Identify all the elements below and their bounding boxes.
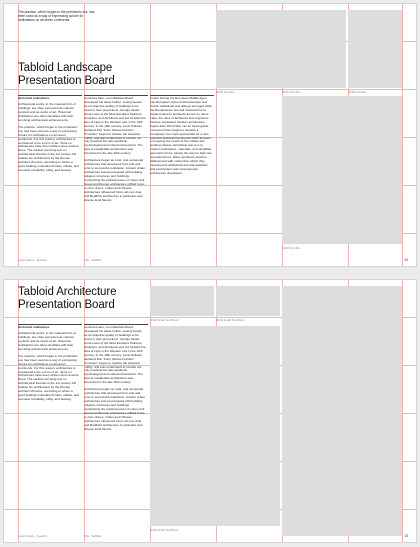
footer-center: Title · Subtitle	[84, 534, 101, 538]
column-rule	[84, 324, 148, 325]
board-title: Tabloid Landscape Presentation Board	[18, 62, 115, 87]
text-column-3	[150, 97, 212, 245]
paragraph: Architectural works, in the material form of buildings, are often perceived as cultural symbols and as works of art. Historical civilizations are often identified with their surviving architectural achievements.	[18, 101, 76, 122]
column-rule	[150, 95, 214, 96]
section-heading: Historical indications	[18, 97, 50, 100]
image-caption: 00/00 Text Box	[348, 90, 367, 94]
image-caption: 00/00 Text Box	[216, 90, 235, 94]
paragraph: The practice, which began in the prehistoric era, has been used as a way of expressing culture for civilizations on all seven continents. For this reason, architecture is considered to be a form of art. Texts on architecture have been written since ancient times. The earliest surviving text on architectural theories is the 1st century AD treatise De architectura by the Roman architect Vitruvius, according to whom a good building embodies firmitas, utilitas, and venustas (durability, utility, and beauty).	[18, 124, 79, 173]
paragraph: Centuries later, Leon Battista Alberti developed his ideas further, seeing beauty as an objective quality of buildings to be found in their proportions. Giorgio Vasari wrote Lives of the Most Excellent Painters, Sculptors, and Architects and put forward the idea of style in the Western arts in the 16th century. In the 19th century, Louis Sullivan declared that "Form follows function". "Function" began to replace the classical "utility" and was understood to include not only practical but also aesthetic, psychological and cultural dimensions. The idea of sustainable architecture was introduced in the late 20th century.	[84, 97, 146, 156]
column-rule	[18, 324, 82, 325]
grid-line	[402, 4, 403, 266]
image-caption: 00/00 Small Text Block	[150, 318, 179, 322]
presentation-board-landscape	[4, 4, 416, 266]
section-heading: Historical indications	[18, 326, 50, 329]
paragraph: In fact, During the European Middle Ages, pan-European styles of Romanesque and Gothic cathedrals and abbeys emerged while the Renaissance favored Classical forms implemented by architects known by name. Later, the roles of architects and engineers became separated. Modern architecture began after World War I as an avant-garde movement that sought to develop a completely new style appropriate for a new post-war social and economic order focused on meeting the needs of the middle and working classes. Emphasis was put on modern techniques, materials, and simplified geometric forms, paving the way for high-rise superstructures. Many architects became disillusioned with modernism which they perceived as ahistorical and anti-aesthetic, and postmodern and contemporary architecture developed.	[150, 97, 212, 176]
text-column-1	[18, 326, 80, 526]
image-placeholder	[348, 10, 402, 88]
footer-center: Title · Subtitle	[84, 258, 101, 262]
image-placeholder	[150, 326, 280, 526]
page-number: 15	[404, 258, 408, 262]
paragraph: Architecture began as rural, oral vernacular architecture that developed from trial and error to successful replication. Ancient urban architecture was preoccupied with building religious structures and buildings symbolizing the political power of rulers until Greek and Roman architecture shifted focus to civic virtues. Indian and Chinese architecture influenced forms all over Asia and Buddhist architecture in particular took diverse local flavors.	[84, 158, 145, 202]
footer-left: Lorem Ipsum · Foundry	[18, 258, 48, 262]
paragraph: The practice, which began in the prehistoric era, has been used as a way of expressing culture for civilizations on all seven continents. For this reason, architecture is considered to be a form of art. Texts on architecture have been written since ancient times. The earliest surviving text on architectural theories is the 1st century AD treatise De architectura by the Roman architect Vitruvius, according to whom a good building embodies firmitas, utilitas, and venustas (durability, utility, and beauty).	[18, 353, 79, 402]
page-number: 15	[404, 534, 408, 538]
grid-line	[402, 280, 403, 542]
image-caption: 00/00 Text Box	[282, 246, 301, 250]
text-column-1	[18, 97, 80, 245]
board-title: Tabloid Architecture Presentation Board	[18, 286, 117, 311]
paragraph: Centuries later, Leon Battista Alberti developed his ideas further, seeing beauty as an objective quality of buildings to be found in their proportions. Giorgio Vasari wrote Lives of the Most Excellent Painters, Sculptors, and Architects and put forward the idea of style in the Western arts in the 16th century. In the 19th century, Louis Sullivan declared that "Form follows function". "Function" began to replace the classical "utility" and was understood to include not only practical but also aesthetic, psychological and cultural dimensions. The idea of sustainable architecture was introduced in the late 20th century.	[84, 326, 146, 385]
paragraph: Architecture began as rural, oral vernacular architecture that developed from trial and error to successful replication. Ancient urban architecture was preoccupied with building religious structures and buildings symbolizing the political power of rulers until Greek and Roman architecture shifted focus to civic virtues. Indian and Chinese architecture influenced forms all over Asia and Buddhist architecture in particular took diverse local flavors.	[84, 387, 145, 431]
image-caption: 00/00 Small Text Block	[150, 528, 179, 532]
footer-left: Lorem Ipsum · Foundry	[18, 534, 48, 538]
image-placeholder	[216, 286, 280, 316]
text-column-2	[84, 97, 146, 245]
image-placeholder	[216, 10, 346, 88]
column-rule	[84, 95, 148, 96]
image-caption: 00/00 Small Text Block	[216, 318, 245, 322]
paragraph: Architectural works, in the material form of buildings, are often perceived as cultural symbols and as works of art. Historical civilizations are often identified with their surviving architectural achievements.	[18, 330, 76, 351]
image-caption: 00/00 Text Box	[282, 90, 301, 94]
intro-text: The practice, which began in the prehistoric era, has been used as a way of expressing culture for civilizations on all seven continents.	[18, 10, 95, 23]
image-placeholder	[282, 286, 402, 536]
presentation-board-architecture	[4, 280, 416, 542]
image-placeholder	[150, 286, 214, 316]
column-rule	[18, 95, 82, 96]
image-placeholder	[282, 96, 402, 244]
text-column-2	[84, 326, 146, 526]
